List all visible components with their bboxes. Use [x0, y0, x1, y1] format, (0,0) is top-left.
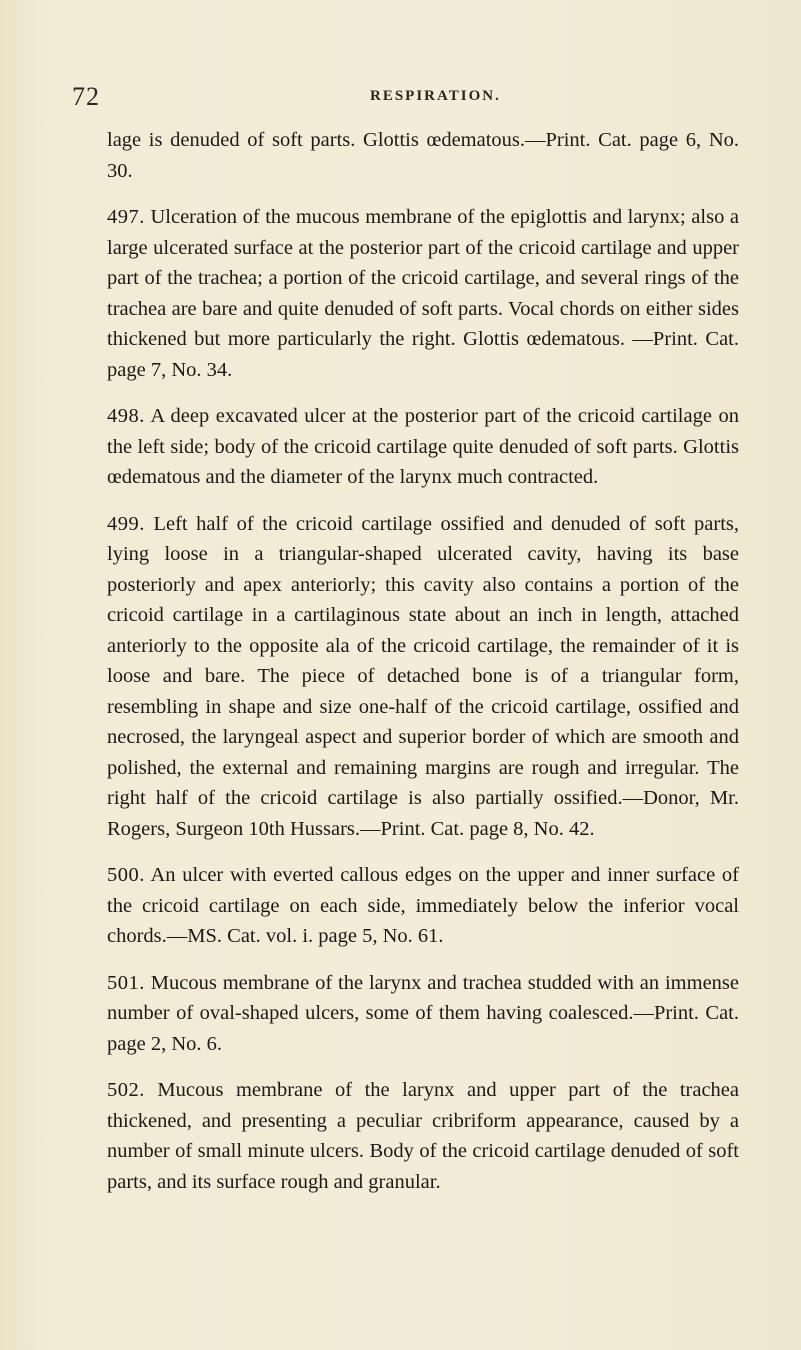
- continued-paragraph: [107, 125, 739, 186]
- entry-text: Left half of the cricoid cartilage ossified and denuded of soft parts, lying loose in a triangular-shaped ulcerated cavity, having its base posteriorly and apex anteriorly; this cavity also contains a portion of the cricoid cartilage in a cartilaginous state about an inch in length, attached anteriorly to the opposite ala of the cricoid cartilage, the remainder of it is loose and bare. The piece of detached bone is of a triangular form, resembling in shape and size one-half of the cricoid cartilage, ossified and necrosed, the laryngeal aspect and superior border of which are smooth and polished, the external and remaining margins are rough and irregular. The right half of the cricoid cartilage is also partially ossified.—Donor, Mr. Rogers, Surgeon 10th Hussars.—Print. Cat. page 8, No. 42.: [107, 512, 739, 840]
- entry-number: 498.: [107, 405, 145, 427]
- entry-number: 502.: [107, 1079, 145, 1101]
- specimen-entry-497: [107, 202, 739, 385]
- entry-text: Mucous membrane of the larynx and upper part of the trachea thickened, and presenting a peculiar cribriform appearance, caused by a number of small minute ulcers. Body of the cricoid cartilage denuded of soft parts, and its surface rough and granular.: [107, 1079, 739, 1193]
- entry-text: An ulcer with everted callous edges on the upper and inner surface of the cricoid cartilage on each side, immediately below the inferior vocal chords.—MS. Cat. vol. i. page 5, No. 61.: [107, 864, 739, 947]
- page-number: 72: [72, 82, 100, 111]
- specimen-entry-501: [107, 968, 739, 1060]
- body-text: [107, 125, 739, 1213]
- specimen-entry-499: [107, 509, 739, 845]
- entry-number: 500.: [107, 864, 145, 886]
- entry-text: Ulceration of the mucous membrane of the epiglottis and larynx; also a large ulcerated surface at the posterior part of the cricoid cartilage and upper part of the trachea; a portion of the cricoid cartilage, and several rings of the trachea are bare and quite denuded of soft parts. Vocal chords on either sides thickened but more particularly the right. Glottis œdematous. —Print. Cat. page 7, No. 34.: [107, 206, 740, 381]
- entry-text: A deep excavated ulcer at the posterior part of the cricoid cartilage on the left side; body of the cricoid cartilage quite denuded of soft parts. Glottis œdematous and the diameter of the larynx much contracted.: [107, 405, 739, 488]
- paragraph-text: lage is denuded of soft parts. Glottis œdematous.—Print. Cat. page 6, No. 30.: [107, 129, 739, 182]
- specimen-entry-498: [107, 401, 739, 493]
- running-head: RESPIRATION.: [370, 88, 501, 104]
- entry-number: 501.: [107, 971, 145, 994]
- entry-text: Mucous membrane of the larynx and trachea studded with an immense number of oval-shaped ulcers, some of them having coalesced.—Print. Cat. page 2, No. 6.: [107, 971, 739, 1055]
- page-header: [0, 82, 801, 112]
- entry-number: 499.: [107, 512, 145, 535]
- specimen-entry-502: [107, 1075, 739, 1197]
- entry-number: 497.: [107, 206, 145, 228]
- specimen-entry-500: [107, 860, 739, 952]
